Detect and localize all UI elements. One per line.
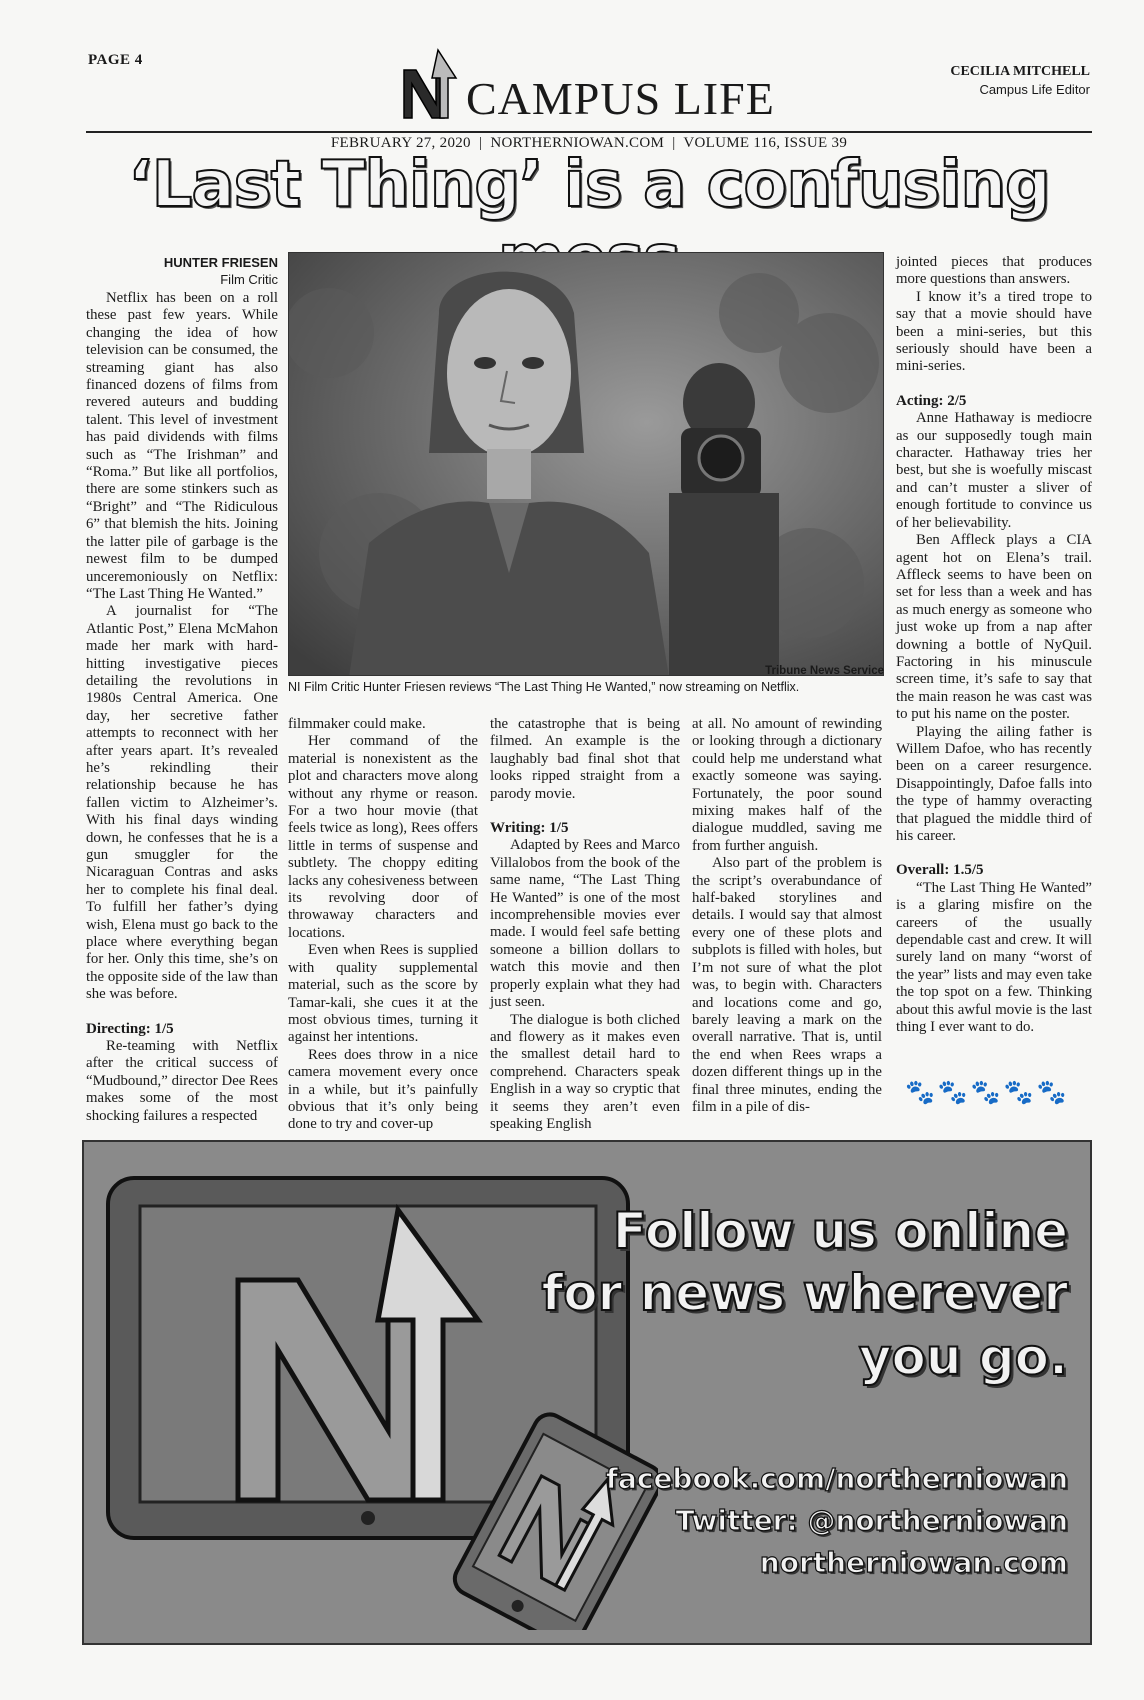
paragraph: Also part of the problem is the script’s overabundance of half-baked storylines and details. I would say that almost every one of these plots and subplots is filled with holes, but I’m not sure of what the plot was, to begin with. Characters and locations come and go, barely leaving a mark on the overall narrative. That is, until the end when Rees wraps a dozen different things up in the final three minutes, ending the film in a pile of dis-: [692, 855, 882, 1115]
paragraph: filmmaker could make.: [288, 716, 426, 732]
paragraph: Her command of the material is nonexistent as the plot and characters move along without any rhyme or reason. For a two hour movie (that feels twice as long), Rees offers little in terms of suspense and subtlety. The choppy editing lacks any cohesiveness between its revolving door of throwaway characters and locations.: [288, 733, 478, 941]
paw-rating-icons: 🐾🐾🐾🐾🐾: [905, 1080, 1070, 1106]
monitor-phone-illustration: [98, 1170, 658, 1630]
paragraph: Even when Rees is supplied with quality supplemental material, such as the score by Tamar-kali, she cues it at the most obvious times, turning it against her intentions.: [288, 942, 478, 1046]
dateline: FEBRUARY 27, 2020 | NORTHERNIOWAN.COM | VOLUME 116, ISSUE 39: [330, 135, 848, 151]
article-photo: [288, 252, 884, 676]
photo-credit: Tribune News Service: [765, 665, 884, 677]
paragraph: at all. No amount of rewinding or looking through a dictionary could help me understand what exactly someone was saying. Fortunately, the poor sound mixing makes half of the dialogue muddled, saving me from further anguish.: [692, 716, 882, 854]
paragraph: “The Last Thing He Wanted” is a glaring misfire on the careers of the usually dependable cast and crew. It will surely land on many “worst of the year” lists and may even take the top spot on a few. Thinking about this awful movie is the last thing I ever want to do.: [896, 879, 1092, 1036]
follow-us-advertisement: [82, 1140, 1092, 1645]
editor-role: Campus Life Editor: [979, 82, 1090, 97]
ad-headline-line-2: for news wherever: [541, 1264, 1068, 1322]
paragraph: the catastrophe that is being filmed. An example is the laughably bad final shot that looks ripped straight from a parody movie.: [490, 716, 680, 802]
subhead-writing: Writing: 1/5: [490, 820, 569, 837]
paragraph: I know it’s a tired trope to say that a movie should have been a mini-series, but this seriously should have been a mini-series.: [896, 288, 1092, 375]
byline-role: Film Critic: [220, 272, 278, 287]
paragraph: Anne Hathaway is mediocre as our supposedly tough main character. Hathaway tries her best, but she is woefully miscast and can’t muster a sliver of enough fortitude to convince us of her believability.: [896, 410, 1092, 531]
article-column-4: [692, 716, 882, 1130]
article-column-3: [490, 716, 680, 1130]
header-rule: [86, 131, 1092, 133]
editor-name: CECILIA MITCHELL: [950, 64, 1090, 79]
ad-headline-line-1: Follow us online: [612, 1202, 1068, 1260]
paragraph: Re-teaming with Netflix after the critical success of “Mudbound,” director Dee Rees makes some of the most shocking failures a respected: [86, 1038, 278, 1124]
paragraph: Rees does throw in a nice camera movement every once in a while, but it’s painfully obvious that it’s only being done to try and cover-up: [288, 1046, 478, 1133]
paragraph: Adapted by Rees and Marco Villalobos from the book of the same name, “The Last Thing He Wanted” is one of the most incomprehensible movies ever made. I would feel safe betting someone a billion dollars to watch this movie and then properly explain what they had just seen.: [490, 837, 680, 1011]
section-title: CAMPUS LIFE: [466, 73, 775, 124]
photo-illustration: [289, 253, 884, 676]
paragraph: The dialogue is both cliched and flowery as it makes even the smallest detail hard to comprehend. Characters speak English in a way so cryptic that it seems they aren’t even speaking English: [490, 1011, 680, 1132]
paragraph: A journalist for “The Atlantic Post,” Elena McMahon made her mark with hard-hitting investigative pieces detailing the revolutions in 1980s Central America. One day, her secretive father attempts to reconnect with her after years apart. It’s revealed he’s rekindling their relationship because he has fallen victim to Alzheimer’s. With his final days winding down, he confesses that he is a gun smuggler for the Nicaraguan Contras and asks her to complete his final deal. To fulfill her father’s dying wish, Elena must go back to the place where everything began for her. Only this time, she’s on the opposite side of the law than she was before.: [86, 603, 278, 1003]
article-column-5: [896, 254, 1092, 1074]
paragraph: Ben Affleck plays a CIA agent hot on Elena’s trail. Affleck seems to have been on set for less than a week and has as much energy as someone who just woke up from a nap after downing a bottle of NyQuil. Factoring in his minuscule screen time, it’s safe to say that the main reason he was cast was to put his name on the poster.: [896, 532, 1092, 723]
article-column-2: [288, 716, 478, 1133]
article-headline: ‘Last Thing’ is a confusing: [128, 148, 1050, 222]
northern-iowan-logo: [400, 48, 458, 122]
ad-twitter-handle: Twitter: @northerniowan: [675, 1504, 1068, 1537]
subhead-overall: Overall: 1.5/5: [896, 862, 984, 879]
byline-author: HUNTER FRIESEN: [163, 255, 278, 270]
subhead-acting: Acting: 2/5: [896, 392, 967, 409]
article-column-1: [86, 290, 278, 1130]
paragraph: jointed pieces that produces more questions than answers.: [896, 254, 1092, 288]
ad-headline-line-3: you go.: [858, 1328, 1068, 1386]
ad-facebook-link: facebook.com/northerniowan: [605, 1462, 1068, 1495]
ad-website: northerniowan.com: [759, 1546, 1068, 1579]
paragraph: Netflix has been on a roll these past few years. While changing the idea of how television can be consumed, the streaming giant has also financed dozens of films from revered auteurs and budding talent. This level of investment has paid dividends with films such as “The Irishman” and “Roma.” But like all portfolios, there are some stinkers such as “Bright” and “The Ridiculous 6” that blemish the hits. Joining the latter pile of garbage is the newest film to be dumped unceremoniously on Netflix: “The Last Thing He Wanted.”: [86, 290, 278, 602]
page-number: PAGE 4: [88, 52, 143, 68]
paragraph: Playing the ailing father is Willem Dafoe, who has recently been on a career resurgence. Disappointingly, Dafoe falls into the type of hammy overacting that plagued the middle third of his career.: [896, 723, 1092, 844]
photo-caption: NI Film Critic Hunter Friesen reviews “The Last Thing He Wanted,” now streaming on Netflix.: [288, 680, 800, 694]
subhead-directing: Directing: 1/5: [86, 1020, 174, 1037]
